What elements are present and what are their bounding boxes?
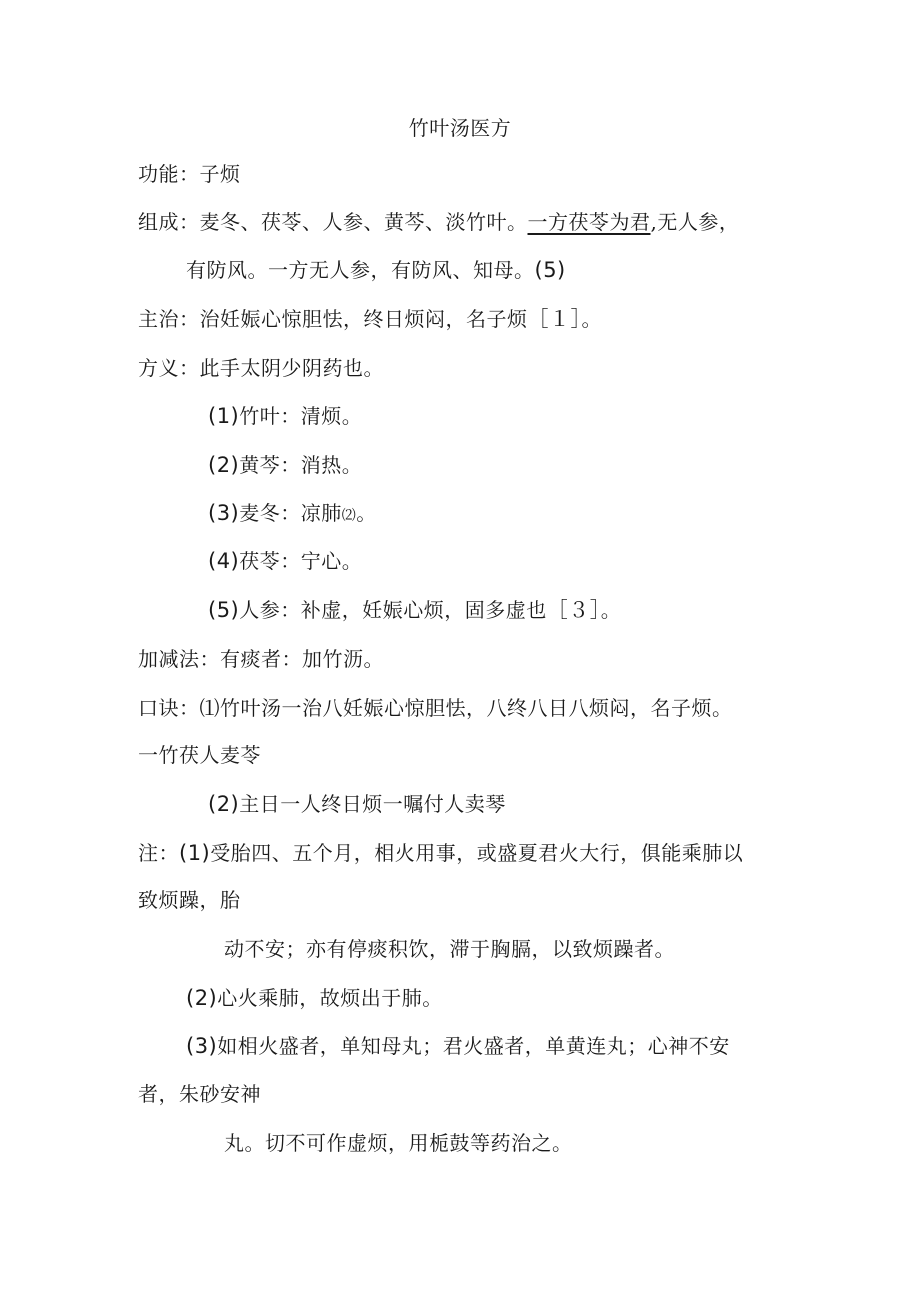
note-3-num: (3) [186, 1034, 218, 1058]
composition-line-2 [186, 256, 566, 284]
note-1-line-3: 动不安；亦有停痰积饮，滞于胸膈，以致烦躁者。 [224, 937, 675, 961]
indications-mark: ［１］ [527, 307, 582, 331]
note-3-line-1 [186, 1032, 730, 1060]
note-1-line-2: 致烦躁，胎 [138, 888, 241, 912]
modification-line: 加减法：有痰者：加竹沥。 [138, 647, 384, 671]
note-3-text: 如相火盛者，单知母丸；君火盛者，单黄连丸；心神不安 [217, 1034, 730, 1058]
composition-line2-text: 有防风。一方无人参，有防风、知母。 [186, 258, 535, 282]
note-1-prefix: 注： [138, 841, 179, 865]
indications-text: 主治：治妊娠心惊胆怯，终日烦闷，名子烦 [138, 307, 528, 331]
note-3-line-3: 丸。切不可作虚烦，用栀鼓等药治之。 [224, 1131, 573, 1155]
herb-note-3: ⑵ [341, 508, 357, 524]
herb-num-4: (4) [208, 549, 240, 573]
composition-line-1 [138, 208, 739, 236]
herb-text-3: 麦冬：凉肺 [239, 501, 342, 525]
mnemonic-line-3 [208, 790, 506, 818]
note-2-num: (2) [186, 986, 218, 1010]
indications-line [138, 305, 602, 333]
mnemonic-line3-text: 主日一人终日烦一嘱付人卖琴 [239, 792, 506, 816]
page-title: 竹叶汤医方 [408, 116, 512, 140]
function-line: 功能：子烦 [138, 162, 241, 186]
herb-num-2: (2) [208, 453, 240, 477]
herb-text-1: 竹叶：清烦。 [239, 404, 363, 428]
herb-text-4: 茯苓：宁心。 [239, 549, 363, 573]
composition-prefix: 组成：麦冬、茯苓、人参、黄芩、淡竹叶。 [138, 210, 528, 234]
herb-item-3 [208, 499, 377, 530]
herb-item-2 [208, 451, 362, 479]
note-2-line [186, 984, 443, 1012]
note-2-text: 心火乘肺，故烦出于肺。 [217, 986, 443, 1010]
note-3-line-2: 者，朱砂安神 [138, 1082, 261, 1106]
herb-item-1 [208, 402, 362, 430]
composition-line2-mark: (5) [534, 258, 566, 282]
herb-end-3: 。 [356, 501, 377, 525]
herb-mark-5: ［３］ [546, 598, 601, 622]
composition-underlined: 一方茯苓为君 [527, 210, 651, 234]
herb-item-5 [208, 596, 621, 624]
mnemonic-line-1: 口诀：⑴竹叶汤一治八妊娠心惊胆怯，八终八日八烦闷，名子烦。 [138, 696, 733, 720]
note-1-num: (1) [179, 841, 211, 865]
herb-num-3: (3) [208, 501, 240, 525]
indications-end: 。 [581, 307, 602, 331]
herb-end-5: 。 [600, 598, 622, 622]
herb-text-5: 人参：补虚，妊娠心烦，固多虚也 [239, 598, 547, 622]
mnemonic-line3-num: (2) [208, 792, 240, 816]
note-1-line-1 [138, 839, 743, 867]
formula-meaning-line: 方义：此手太阴少阴药也。 [138, 356, 384, 380]
herb-num-1: (1) [208, 404, 240, 428]
herb-num-5: (5) [208, 598, 240, 622]
herb-text-2: 黄芩：消热。 [239, 453, 363, 477]
note-1-text: 受胎四、五个月，相火用事，或盛夏君火大行，俱能乘肺以 [210, 841, 744, 865]
composition-suffix: ,无人参， [650, 210, 740, 234]
mnemonic-line-2: 一竹茯人麦苓 [138, 743, 261, 767]
herb-item-4 [208, 547, 362, 575]
